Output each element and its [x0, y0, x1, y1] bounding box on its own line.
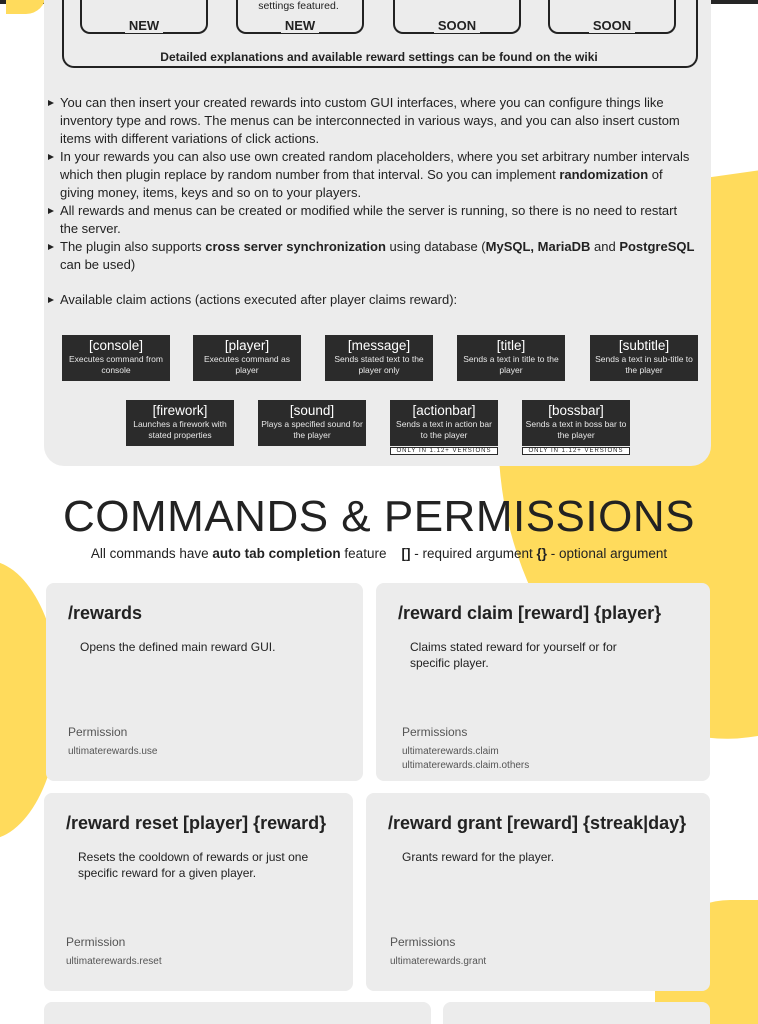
permission-node: ultimaterewards.claim — [402, 746, 499, 757]
command-title: /reward grant [reward] {streak|day} — [388, 813, 687, 833]
action-desc: Sends stated text to the player only — [334, 354, 424, 375]
action-message — [325, 335, 433, 381]
command-card-rewards — [46, 583, 363, 781]
feature-bullet-list — [48, 94, 698, 309]
feature-label-new: NEW — [80, 18, 208, 33]
permission-node: ultimaterewards.grant — [390, 956, 487, 967]
command-card-claim — [376, 583, 710, 781]
action-desc: Launches a firework with stated properties — [133, 419, 227, 440]
action-firework — [126, 400, 234, 446]
bullet-item: All rewards and menus can be created or modified while the server is running, so there is no need to restart the server. — [48, 202, 698, 238]
permission-label: Permissions — [390, 935, 456, 949]
bullet-item: You can then insert your created rewards into custom GUI interfaces, where you can configure things like inventory type and rows. The menus can be interconnected in various ways, and you can also insert custom items with different variations of click actions. — [48, 94, 698, 148]
wiki-note: Detailed explanations and available reward settings can be found on the wiki — [0, 50, 758, 64]
feature-label-soon: SOON — [548, 18, 676, 33]
action-name: [subtitle] — [618, 338, 670, 353]
action-name: [title] — [496, 338, 526, 353]
action-desc: Executes command from console — [68, 354, 163, 375]
feature-label-new: NEW — [236, 18, 364, 33]
decor-blob — [6, 0, 46, 14]
command-title: /reward reset [player] {reward} — [66, 813, 327, 833]
action-name: [player] — [224, 338, 270, 353]
permission-node: ultimaterewards.reset — [66, 956, 162, 967]
action-name: [message] — [347, 338, 411, 353]
bullet-item: Available claim actions (actions executed after player claims reward): — [48, 291, 698, 309]
permission-node: ultimaterewards.claim.others — [402, 760, 530, 771]
action-name: [bossbar] — [548, 403, 604, 418]
command-desc: Opens the defined main reward GUI. — [80, 640, 276, 654]
action-actionbar — [390, 400, 498, 454]
action-name: [actionbar] — [412, 403, 476, 418]
command-card-grant — [366, 793, 710, 991]
bullet-item: In your rewards you can also use own created random placeholders, where you set arbitrary number intervals which then plugin replace by random number from that interval. So you can implement randomization of giving money, items, keys and so on to your players. — [48, 148, 698, 202]
action-name: [sound] — [289, 403, 335, 418]
permission-label: Permission — [66, 935, 126, 949]
action-console — [62, 335, 170, 381]
action-desc: Executes command as player — [204, 354, 290, 375]
action-name: [firework] — [152, 403, 208, 418]
action-desc: Plays a specified sound for the player — [261, 419, 363, 440]
section-subline: All commands have auto tab completion feature [] - required argument {} - optional argument — [90, 546, 668, 561]
action-subtitle — [590, 335, 698, 381]
command-card-reset — [44, 793, 353, 991]
action-player — [193, 335, 301, 381]
section-heading: COMMANDS & PERMISSIONS — [63, 492, 695, 541]
bullet-item: The plugin also supports cross server synchronization using database (MySQL, MariaDB and PostgreSQL can be used) — [48, 238, 698, 274]
feature-label-soon: SOON — [393, 18, 521, 33]
command-card-partial — [443, 1002, 710, 1024]
action-desc: Sends a text in boss bar to the player — [525, 419, 627, 440]
permission-label: Permission — [68, 725, 128, 739]
action-desc: Sends a text in action bar to the player — [396, 419, 492, 440]
action-desc: Sends a text in title to the player — [463, 354, 559, 375]
command-desc: Grants reward for the player. — [402, 850, 555, 864]
command-desc: Resets the cooldown of rewards or just one specific reward for a given player. — [78, 850, 309, 880]
permission-node: ultimaterewards.use — [68, 746, 158, 757]
command-card-partial — [44, 1002, 431, 1024]
command-title: /rewards — [68, 603, 143, 623]
version-tag: ONLY IN 1.12+ VERSIONS — [390, 447, 498, 455]
action-name: [console] — [88, 338, 144, 353]
action-title — [457, 335, 565, 381]
command-desc: Claims stated reward for yourself or for specific player. — [410, 640, 617, 670]
permission-nodes — [402, 745, 529, 773]
action-sound — [258, 400, 366, 446]
feature-text: settings featured. — [258, 0, 339, 12]
permission-label: Permissions — [402, 725, 468, 739]
command-title: /reward claim [reward] {player} — [398, 603, 662, 623]
action-desc: Sends a text in sub-title to the player — [595, 354, 693, 375]
version-tag: ONLY IN 1.12+ VERSIONS — [522, 447, 630, 455]
action-bossbar — [522, 400, 630, 454]
